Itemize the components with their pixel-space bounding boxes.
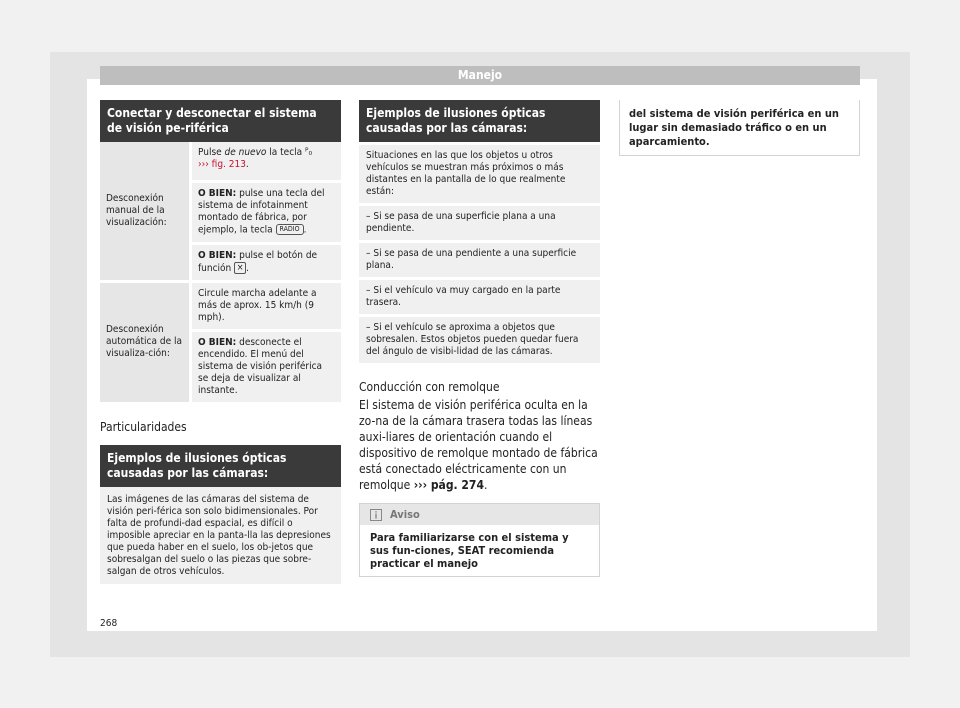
box-text: Las imágenes de las cámaras del sistema de visión peri-férica son solo bidimensionales. Por falta de profundi-dad espacial, es difícil o imposible apreciar en la panta-lla las depresiones que pueda haber en el suelo, los ob-jetos que sobresalgan del suelo o las piezas que sobre-salgan de otros vehículos. [100,487,341,584]
close-icon: × [234,262,246,274]
paragraph [359,397,600,493]
column-1 [100,100,341,584]
table-cell: O BIEN: pulse una tecla del sistema de infotainment montado de fábrica, por ejemplo, la tecla RADIO . [189,183,341,245]
cell-text: pulse el botón de función [198,249,318,274]
page-header: Manejo [100,66,860,85]
page-reference[interactable]: ››› pág. 274 [413,478,484,492]
column-2 [359,100,600,577]
table-cell: Circule marcha adelante a más de aprox. 15 km/h (9 mph). [189,283,341,332]
list-item: – Si se pasa de una superficie plana a una pendiente. [359,206,600,243]
list-item: Situaciones en las que los objetos u otros vehículos se muestran más próximos o más distantes en la pantalla de lo que realmente están: [359,142,600,206]
cell-bold: O BIEN: [198,336,237,348]
cell-text: Pulse [198,147,225,158]
note-label: Aviso [390,508,420,521]
cell-bold: O BIEN: [198,188,237,199]
note-box [359,503,600,577]
list-item: – Si el vehículo se aproxima a objetos que sobresalen. Estos objetos pueden quedar fuera del ángulo de visibi-lidad de las cámaras. [359,317,600,366]
box-title: Ejemplos de ilusiones ópticas causadas por las cámaras: [100,445,341,487]
note-text: Para familiarizarse con el sistema y sus fun-ciones, SEAT recomienda practicar el manejo [370,531,569,570]
list-item: – Si se pasa de una pendiente a una superficie plana. [359,243,600,280]
section-heading: Particularidades [100,419,187,434]
note-header [360,504,599,525]
page-number: 268 [100,618,118,629]
info-icon [370,509,382,521]
table-cell [189,332,341,405]
row-label-manual: Desconexión manual de la visualización: [100,142,189,283]
paragraph-text: El sistema de visión periférica oculta en la zo-na de la cámara trasera todas las líneas auxi-liares de orientación cuando el dispositivo de remolque montado de fábrica está conectado eléctricamente con un remolque [359,398,598,492]
section-heading: Conducción con remolque [359,380,500,394]
row-label-auto: Desconexión automática de la visualiza-ción: [100,283,189,405]
table-cell: O BIEN: pulse el botón de función × . [189,245,341,283]
cell-text: la tecla [266,147,306,158]
camera-key-icon: ᴾ₀ [305,147,313,158]
figure-link[interactable]: ››› fig. 213 [198,159,246,170]
radio-key: RADIO [276,224,304,235]
cell-text: desconecte el encendido. El menú del sistema de visión periférica se deja de visualizar al instante. [198,336,323,396]
illusion-box [100,445,341,584]
table-title: Conectar y desconectar el sistema de visión pe-riférica [100,100,341,142]
paragraph-end: . [483,478,488,492]
cell-bold: O BIEN: [198,249,237,261]
note-continuation: del sistema de visión periférica en un lugar sin demasiado tráfico o en un aparcamiento. [619,100,860,156]
cell-emphasis: de nuevo [224,147,267,158]
cell-text: pulse una tecla del sistema de infotainment montado de fábrica, por ejemplo, la tecla [198,188,325,236]
column-3 [619,100,860,156]
info-table [100,142,341,405]
list-item: – Si el vehículo va muy cargado en la parte trasera. [359,280,600,317]
box-title: Ejemplos de ilusiones ópticas causadas por las cámaras: [359,100,600,142]
table-cell: Pulse de nuevo la tecla ᴾ₀ ››› fig. 213. [189,142,341,183]
